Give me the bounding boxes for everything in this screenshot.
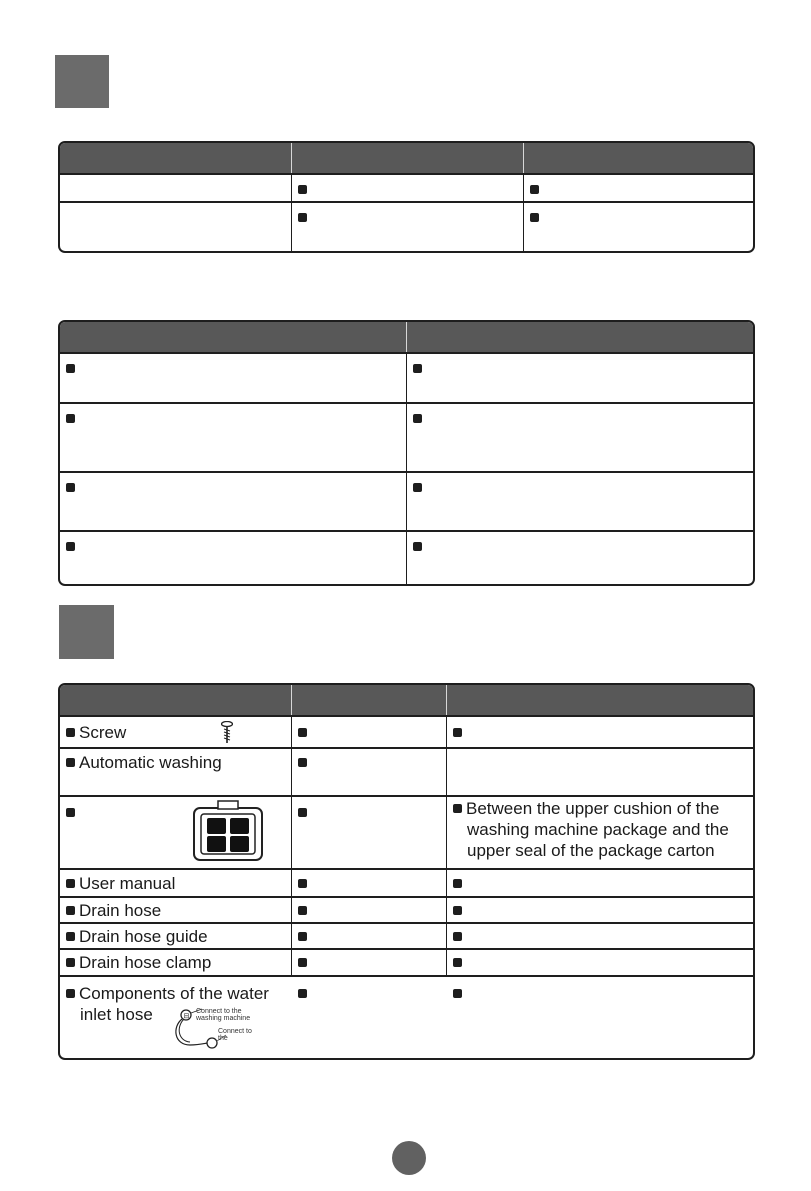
bullet-icon <box>413 364 422 373</box>
filter-box-icon <box>192 800 264 862</box>
bullet-icon <box>453 879 462 888</box>
table-row <box>60 896 753 922</box>
bullet-icon <box>298 213 307 222</box>
table-row <box>60 868 753 896</box>
item-label: User manual <box>79 874 176 893</box>
table-row <box>60 173 753 201</box>
table-row <box>60 795 753 868</box>
page-number-marker <box>392 1141 426 1175</box>
bullet-icon <box>66 932 75 941</box>
bullet-icon <box>413 414 422 423</box>
bullet-icon <box>298 808 307 817</box>
table-row <box>60 530 753 584</box>
hose-label-tap: Connect to the <box>218 1028 252 1042</box>
table-header <box>60 322 753 352</box>
bullet-icon <box>298 989 307 998</box>
bullet-icon <box>298 728 307 737</box>
section-marker-1 <box>55 55 109 108</box>
bullet-icon <box>413 542 422 551</box>
bullet-icon <box>453 932 462 941</box>
table-header <box>60 685 753 715</box>
item-label: Screw <box>79 723 127 742</box>
bullet-icon <box>298 906 307 915</box>
screw-icon <box>221 721 233 745</box>
bullet-icon <box>66 483 75 492</box>
bullet-icon <box>66 758 75 767</box>
bullet-icon <box>66 989 75 998</box>
table-row <box>60 922 753 948</box>
bullet-icon <box>453 728 462 737</box>
item-label: Automatic washing <box>79 753 222 772</box>
bullet-icon <box>530 185 539 194</box>
table-row <box>60 975 753 1042</box>
bullet-icon <box>453 906 462 915</box>
table-row <box>60 402 753 471</box>
bullet-icon <box>413 483 422 492</box>
bullet-icon <box>298 958 307 967</box>
bullet-icon <box>66 958 75 967</box>
bullet-icon <box>298 758 307 767</box>
item-label: Components of the water inlet hose <box>79 984 269 1024</box>
location-text: Between the upper cushion of the washing machine package and the upper seal of the package carton <box>466 799 729 860</box>
bullet-icon <box>530 213 539 222</box>
table-row <box>60 471 753 530</box>
bullet-icon <box>66 906 75 915</box>
bullet-icon <box>66 879 75 888</box>
accessories-table <box>58 683 755 1060</box>
bullet-icon <box>66 542 75 551</box>
bullet-icon <box>453 804 462 813</box>
section-marker-2 <box>59 605 114 659</box>
table-2 <box>58 320 755 586</box>
table-row <box>60 715 753 747</box>
bullet-icon <box>66 728 75 737</box>
table-row <box>60 201 753 251</box>
svg-text:⊟: ⊟ <box>183 1013 190 1020</box>
bullet-icon <box>66 808 75 817</box>
hose-label-machine: Connect to the washing machine <box>196 1008 251 1022</box>
table-row <box>60 948 753 975</box>
bullet-icon <box>66 414 75 423</box>
table-1 <box>58 141 755 253</box>
item-label: Drain hose <box>79 901 162 920</box>
bullet-icon <box>298 932 307 941</box>
table-row <box>60 352 753 402</box>
bullet-icon <box>66 364 75 373</box>
item-label: Drain hose guide <box>79 927 208 946</box>
bullet-icon <box>453 958 462 967</box>
table-header <box>60 143 753 173</box>
bullet-icon <box>298 879 307 888</box>
item-label: Drain hose clamp <box>79 953 212 972</box>
bullet-icon <box>298 185 307 194</box>
bullet-icon <box>453 989 462 998</box>
table-row <box>60 747 753 795</box>
